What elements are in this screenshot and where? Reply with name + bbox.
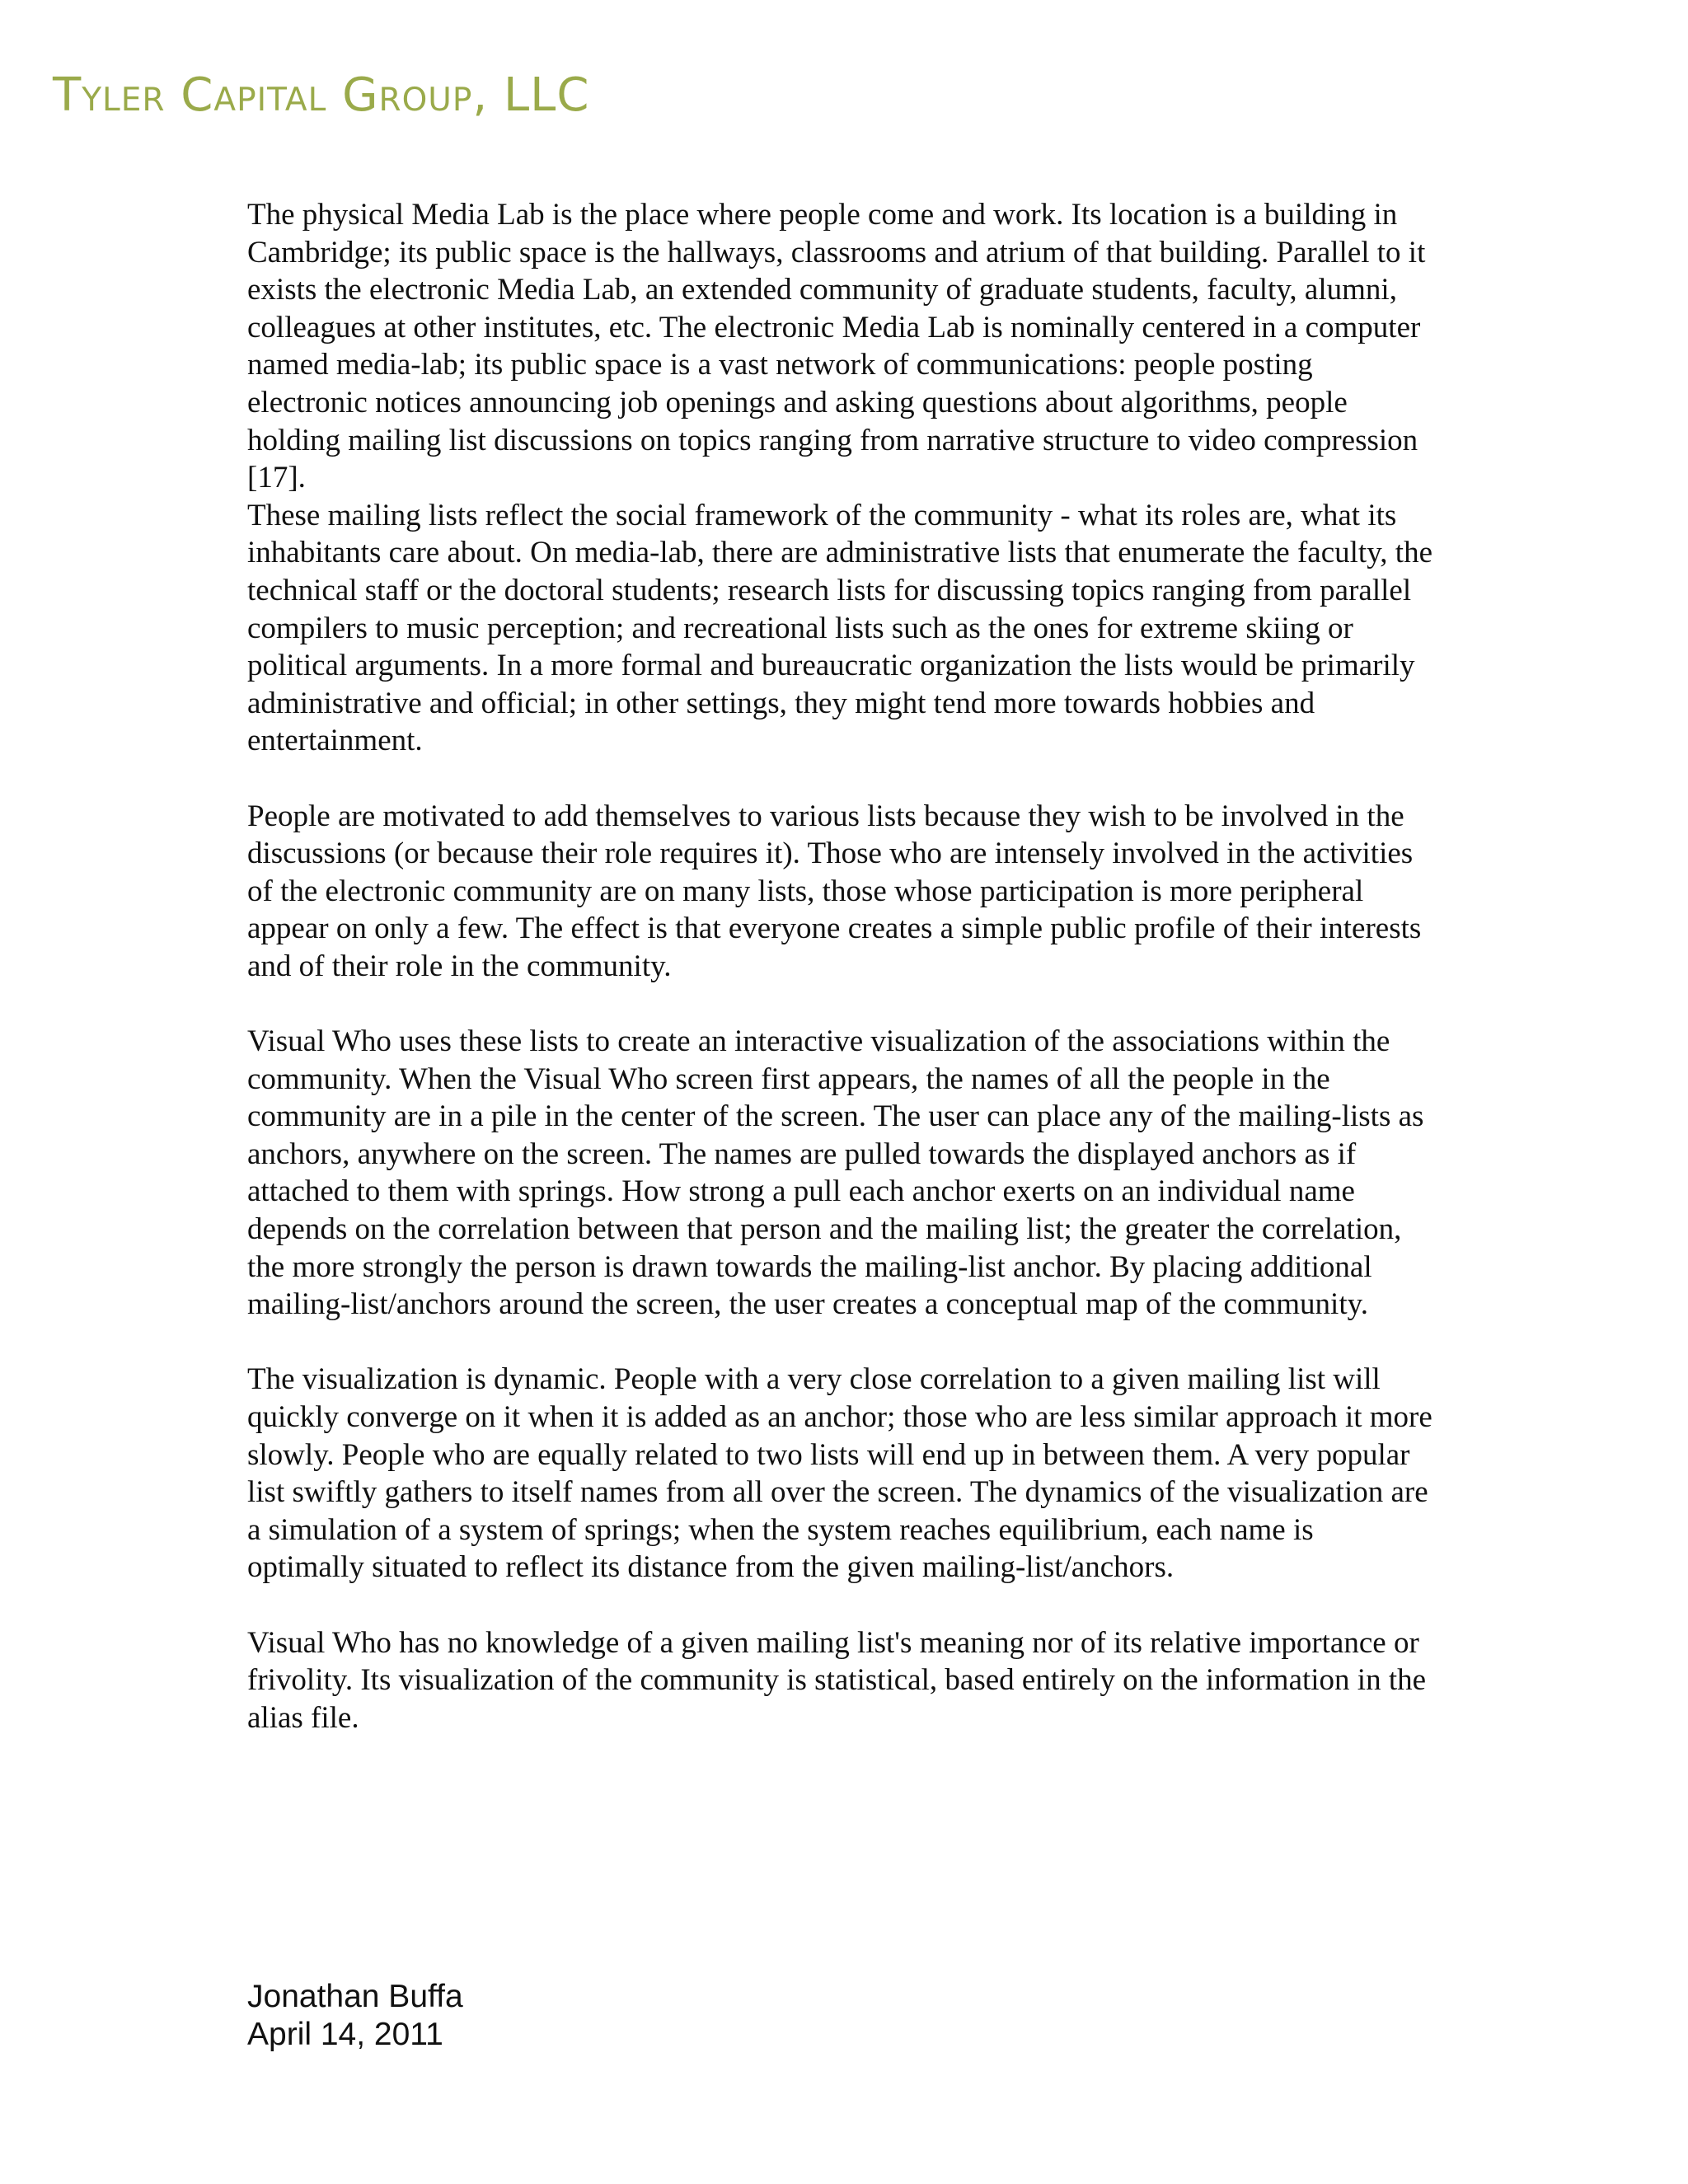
signature-block bbox=[247, 1978, 463, 2054]
paragraph-dynamics: The visualization is dynamic. People with a very close correlation to a given mailing list will quickly converge on it when it is added as an anchor; those who are less similar approach it more slowly. People who are equally related to two lists will end up in between them. A very popular list swiftly gathers to itself names from all over the screen. The dynamics of the visualization are a simulation of a system of springs; when the system reaches equilibrium, each name is optimally situated to reflect its distance from the given mailing-list/anchors. bbox=[247, 1362, 1432, 1585]
signature-date: April 14, 2011 bbox=[247, 2017, 443, 2052]
company-letterhead: Tyler Capital Group, LLC bbox=[53, 68, 590, 122]
letter-body bbox=[247, 196, 1434, 1736]
paragraph-motivation: People are motivated to add themselves to various lists because they wish to be involved in the discussions (or because their role requires it). Those who are intensely involved in the activities of the electronic community are on many lists, those whose participation is more peripheral appear on only a few. The effect is that everyone creates a simple public profile of their interests and of their role in the community. bbox=[247, 799, 1422, 983]
paragraph-mailing-lists: These mailing lists reflect the social framework of the community - what its roles are, what its inhabitants care about. On media-lab, there are administrative lists that enumerate the faculty, the technical staff or the doctoral students; research lists for discussing topics ranging from parallel compilers to music perception; and recreational lists such as the ones for extreme skiing or political arguments. In a more formal and bureaucratic organization the lists would be primarily administrative and official; in other settings, they might tend more towards hobbies and entertainment. bbox=[247, 498, 1432, 758]
signature-name: Jonathan Buffa bbox=[247, 1979, 463, 2014]
paragraph-visual-who: Visual Who uses these lists to create an interactive visualization of the associations within the community. When the Visual Who screen first appears, the names of all the people in the community are in a pile in the center of the screen. The user can place any of the mailing-lists as anchors, anywhere on the screen. The names are pulled towards the displayed anchors as if attached to them with springs. How strong a pull each anchor exerts on an individual name depends on the correlation between that person and the mailing list; the greater the correlation, the more strongly the person is drawn towards the mailing-list anchor. By placing additional mailing-list/anchors around the screen, the user creates a conceptual map of the community. bbox=[247, 1024, 1424, 1322]
paragraph-statistical: Visual Who has no knowledge of a given mailing list's meaning nor of its relative importance or frivolity. Its visualization of the community is statistical, based entirely on the information in the alias file. bbox=[247, 1625, 1427, 1735]
paragraph-physical-media-lab: The physical Media Lab is the place where people come and work. Its location is a building in Cambridge; its public space is the hallways, classrooms and atrium of that building. Parallel to it exists the electronic Media Lab, an extended community of graduate students, faculty, alumni, colleagues at other institutes, etc. The electronic Media Lab is nominally centered in a computer named media-lab; its public space is a vast network of communications: people posting electronic notices announcing job openings and asking questions about algorithms, people holding mailing list discussions on topics ranging from narrative structure to video compression [17]. bbox=[247, 198, 1426, 495]
